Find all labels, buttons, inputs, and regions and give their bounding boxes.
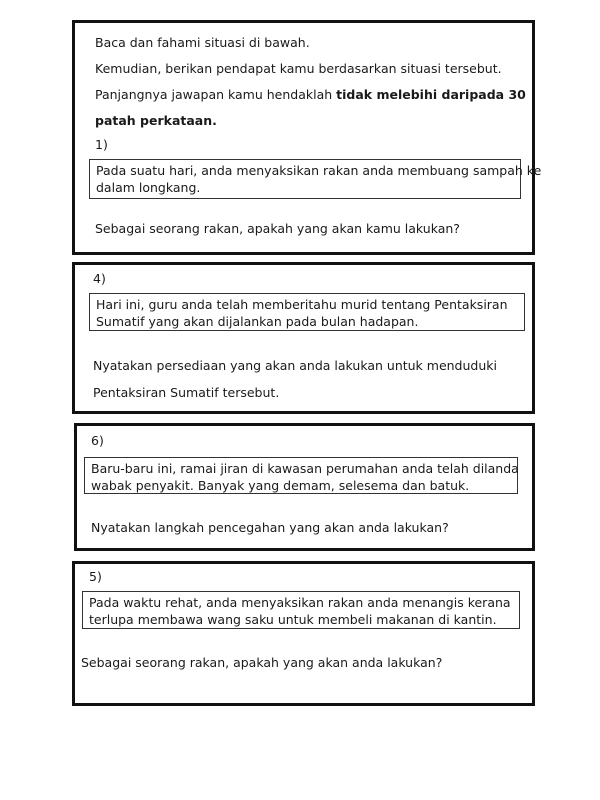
situation-line-1: Pada waktu rehat, anda menyaksikan rakan anda menangis kerana <box>89 595 511 610</box>
situation-line-1: Baru-baru ini, ramai jiran di kawasan perumahan anda telah dilanda <box>91 461 519 476</box>
question-number: 1) <box>95 137 108 152</box>
situation-box <box>89 293 525 331</box>
question-text: Sebagai seorang rakan, apakah yang akan anda lakukan? <box>81 655 443 670</box>
question-box-1 <box>72 20 542 255</box>
question-line-1: Nyatakan persediaan yang akan anda lakukan untuk menduduki <box>93 358 497 373</box>
instruction-line-1: Baca dan fahami situasi di bawah. <box>95 35 310 50</box>
question-number: 6) <box>91 433 104 448</box>
situation-line-2: terlupa membawa wang saku untuk membeli makanan di kantin. <box>89 612 497 627</box>
question-box-5 <box>72 561 535 706</box>
question-box-4 <box>72 262 535 414</box>
instruction-line-4-bold: patah perkataan. <box>95 113 217 128</box>
instruction-line-3-bold: tidak melebihi daripada 30 <box>336 87 526 102</box>
situation-line-2: Sumatif yang akan dijalankan pada bulan hadapan. <box>96 314 419 329</box>
situation-box <box>84 457 518 494</box>
question-text: Nyatakan langkah pencegahan yang akan anda lakukan? <box>91 520 449 535</box>
instruction-line-2: Kemudian, berikan pendapat kamu berdasarkan situasi tersebut. <box>95 61 502 76</box>
instruction-line-3-plain: Panjangnya jawapan kamu hendaklah <box>95 87 337 102</box>
question-box-6 <box>74 423 535 551</box>
situation-line-2: wabak penyakit. Banyak yang demam, selesema dan batuk. <box>91 478 470 493</box>
question-text: Sebagai seorang rakan, apakah yang akan kamu lakukan? <box>95 221 460 236</box>
situation-line-1: Pada suatu hari, anda menyaksikan rakan anda membuang sampah ke <box>96 163 542 178</box>
instruction-line-3 <box>95 87 526 102</box>
question-number: 4) <box>93 271 106 286</box>
situation-box <box>89 159 542 199</box>
instruction-line-4 <box>95 113 217 128</box>
question-line-2: Pentaksiran Sumatif tersebut. <box>93 385 280 400</box>
question-number: 5) <box>89 569 102 584</box>
situation-box <box>82 591 520 629</box>
situation-line-2: dalam longkang. <box>96 180 201 195</box>
situation-line-1: Hari ini, guru anda telah memberitahu murid tentang Pentaksiran <box>96 297 508 312</box>
